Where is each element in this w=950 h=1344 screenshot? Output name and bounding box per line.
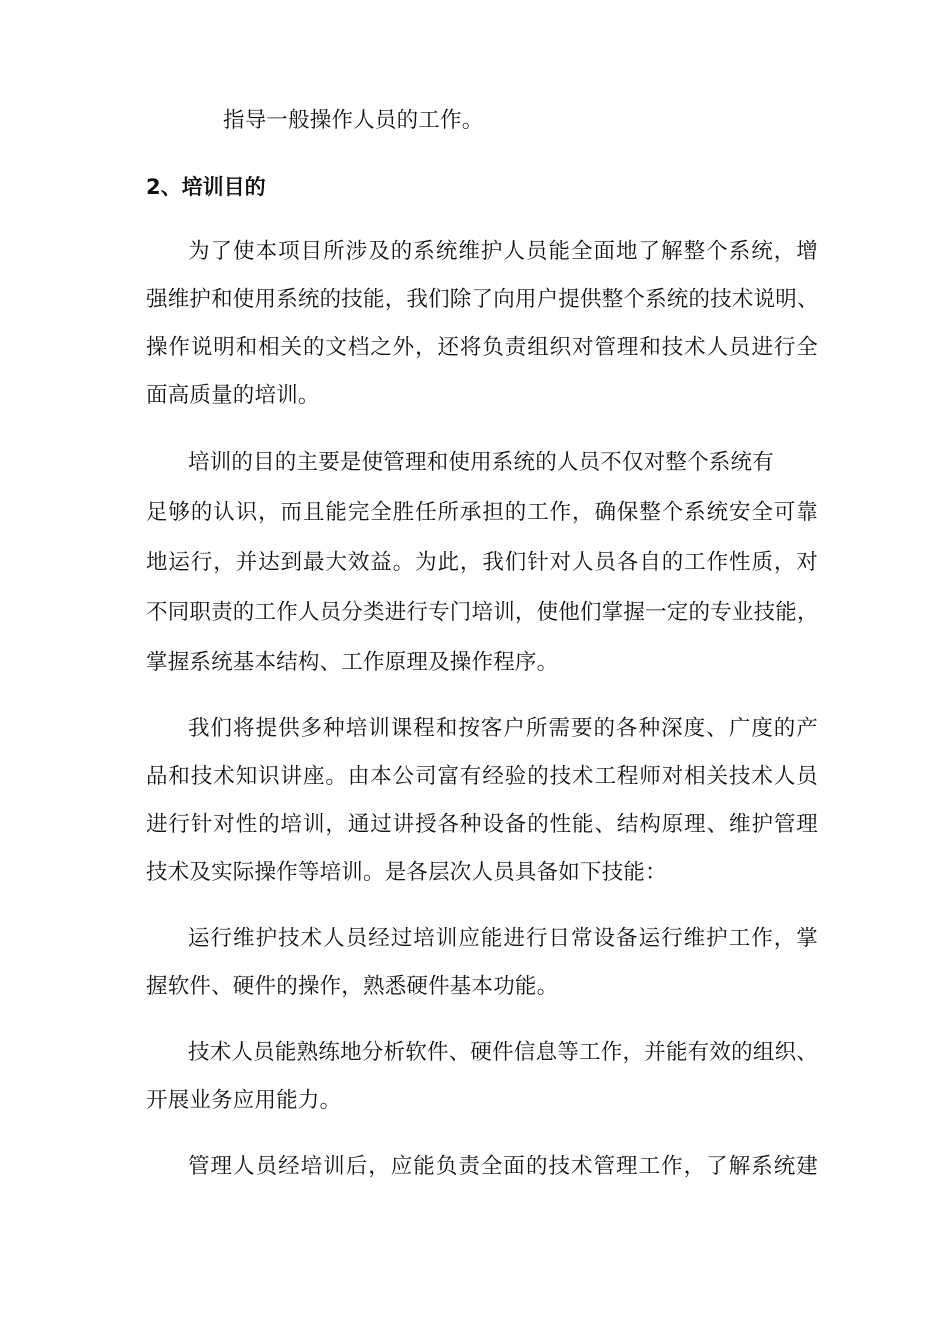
paragraph-line: 不同职责的工作人员分类进行专门培训，使他们掌握一定的专业技能， [146,600,819,625]
continuation-line: 指导一般操作人员的工作。 [223,108,484,133]
paragraph-line: 运行维护技术人员经过培训应能进行日常设备运行维护工作，掌 [188,926,818,951]
paragraph-line: 技术人员能熟练地分析软件、硬件信息等工作，并能有效的组织、 [188,1040,818,1065]
paragraph-line: 掌握系统基本结构、工作原理及操作程序。 [146,650,559,675]
paragraph-line: 地运行，并达到最大效益。为此，我们针对人员各自的工作性质，对 [146,550,818,575]
paragraph-line: 进行针对性的培训，通过讲授各种设备的性能、结构原理、维护管理 [146,812,818,837]
paragraph-line: 操作说明和相关的文档之外，还将负责组织对管理和技术人员进行全 [146,335,818,360]
paragraph-line: 面高质量的培训。 [146,383,320,408]
paragraph-line: 我们将提供多种培训课程和按客户所需要的各种深度、广度的产 [188,716,818,741]
paragraph-line: 技术及实际操作等培训。是各层次人员具备如下技能： [146,860,667,885]
paragraph-line: 培训的目的主要是使管理和使用系统的人员不仅对整个系统有 [188,450,774,475]
paragraph-line: 握软件、硬件的操作，熟悉硬件基本功能。 [146,974,559,999]
paragraph-line: 强维护和使用系统的技能，我们除了向用户提供整个系统的技术说明、 [146,287,819,312]
paragraph-line: 足够的认识，而且能完全胜任所承担的工作，确保整个系统安全可靠 [146,500,818,525]
paragraph-line: 为了使本项目所涉及的系统维护人员能全面地了解整个系统，增 [188,239,818,264]
section-heading: 2、培训目的 [146,175,266,199]
paragraph-line: 管理人员经培训后，应能负责全面的技术管理工作，了解系统建 [188,1154,818,1179]
paragraph-line: 品和技术知识讲座。由本公司富有经验的技术工程师对相关技术人员 [146,764,818,789]
paragraph-line: 开展业务应用能力。 [146,1088,342,1113]
